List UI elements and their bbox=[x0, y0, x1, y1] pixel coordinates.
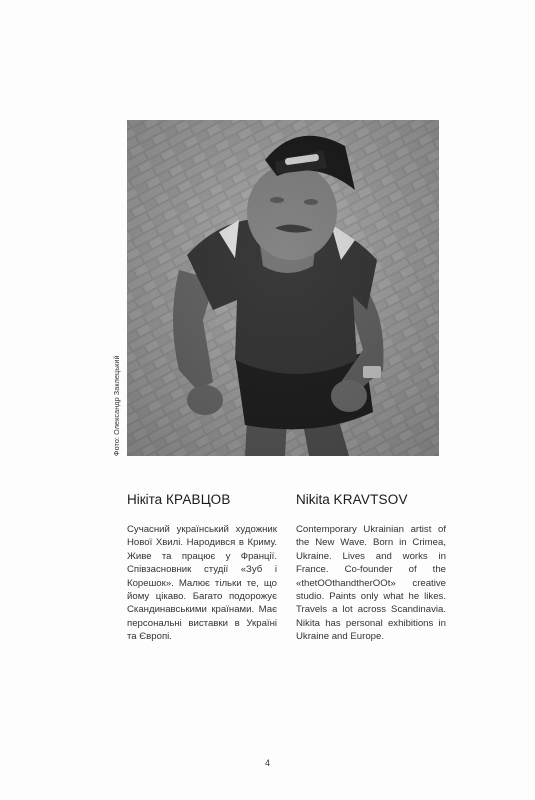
biography-english: Contemporary Ukrainian artist of the New Wave. Born in Crimea, Ukraine. Lives and works in France. Co-founder of the «thetOOthandtherOOt» creative studio. Paints only what he likes. Travels a lot across Scandinavia. Nikita has personal exhibitions in Ukraine and Europe. bbox=[296, 524, 446, 643]
given-name: Nikita bbox=[296, 492, 330, 507]
page-number: 4 bbox=[264, 758, 270, 768]
photo-credit: Фото: Олександр Заклецький bbox=[112, 355, 121, 456]
english-column bbox=[296, 492, 446, 644]
family-name: KRAVTSOV bbox=[333, 492, 408, 507]
artist-name-ukrainian bbox=[127, 492, 277, 507]
artist-name-english bbox=[296, 492, 446, 507]
artist-photo bbox=[127, 120, 439, 456]
biography-ukrainian: Сучасний український художник Нової Хвилі. Народився в Криму. Живе та працює у Франції. Співзасновник студії «Зуб і Корешок». Малює тільки те, що йому цікаво. Багато подорожує Скандинавськими країнами. Має персональні виставки в Україні та Європі. bbox=[127, 524, 277, 643]
given-name: Нікіта bbox=[127, 492, 163, 507]
family-name: КРАВЦОВ bbox=[165, 492, 231, 507]
portrait-image bbox=[127, 120, 439, 456]
ukrainian-column bbox=[127, 492, 277, 644]
